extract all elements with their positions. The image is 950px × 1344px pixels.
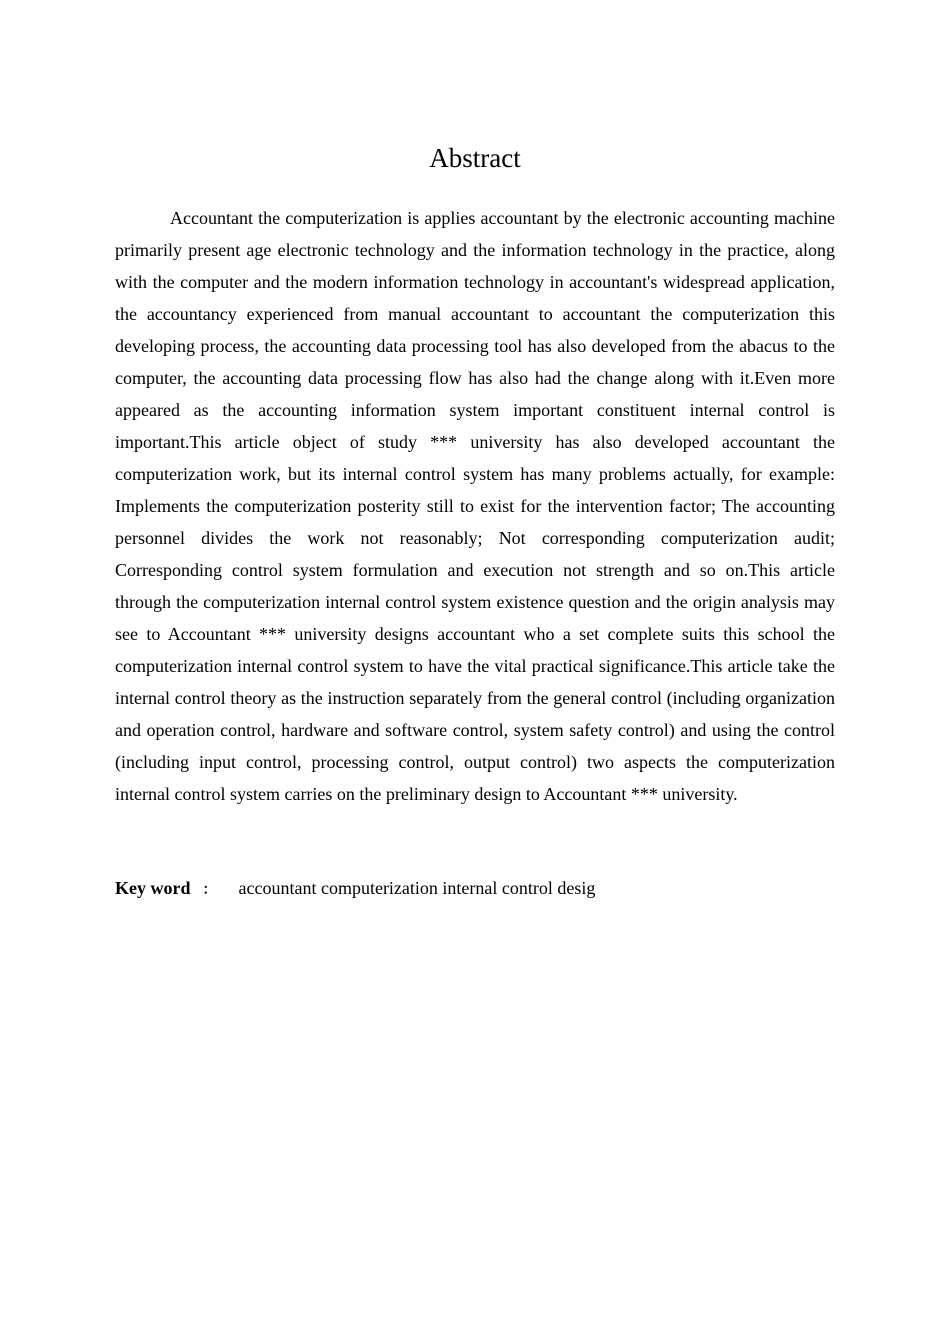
abstract-title: Abstract	[429, 143, 521, 173]
keywords-label: Key word	[115, 878, 191, 898]
keywords-value: accountant computerization internal control desig	[238, 878, 596, 898]
abstract-body: Accountant the computerization is applies accountant by the electronic accounting machine primarily present age electronic technology and the information technology in the practice, along with the computer and the modern information technology in accountant's widespread application, the accountancy experienced from manual accountant to accountant the computerization this developing process, the accounting data processing tool has also developed from the abacus to the computer, the accounting data processing flow has also had the change along with it.Even more appeared as the accounting information system important constituent internal control is important.This article object of study *** university has also developed accountant the computerization work, but its internal control system has many problems actually, for example: Implements the computerization posterity still to exist for the intervention factor; The accounting personnel divides the work not reasonably; Not corresponding computerization audit; Corresponding control system formulation and execution not strength and so on.This article through the computerization internal control system existence question and the origin analysis may see to Accountant *** university designs accountant who a set complete suits this school the computerization internal control system to have the vital practical significance.This article take the internal control theory as the instruction separately from the general control (including organization and operation control, hardware and software control, system safety control) and using the control (including input control, processing control, output control) two aspects the computerization internal control system carries on the preliminary design to Accountant *** university.	[115, 208, 835, 804]
keywords-separator: ：	[202, 883, 217, 898]
keywords-line	[115, 872, 835, 907]
